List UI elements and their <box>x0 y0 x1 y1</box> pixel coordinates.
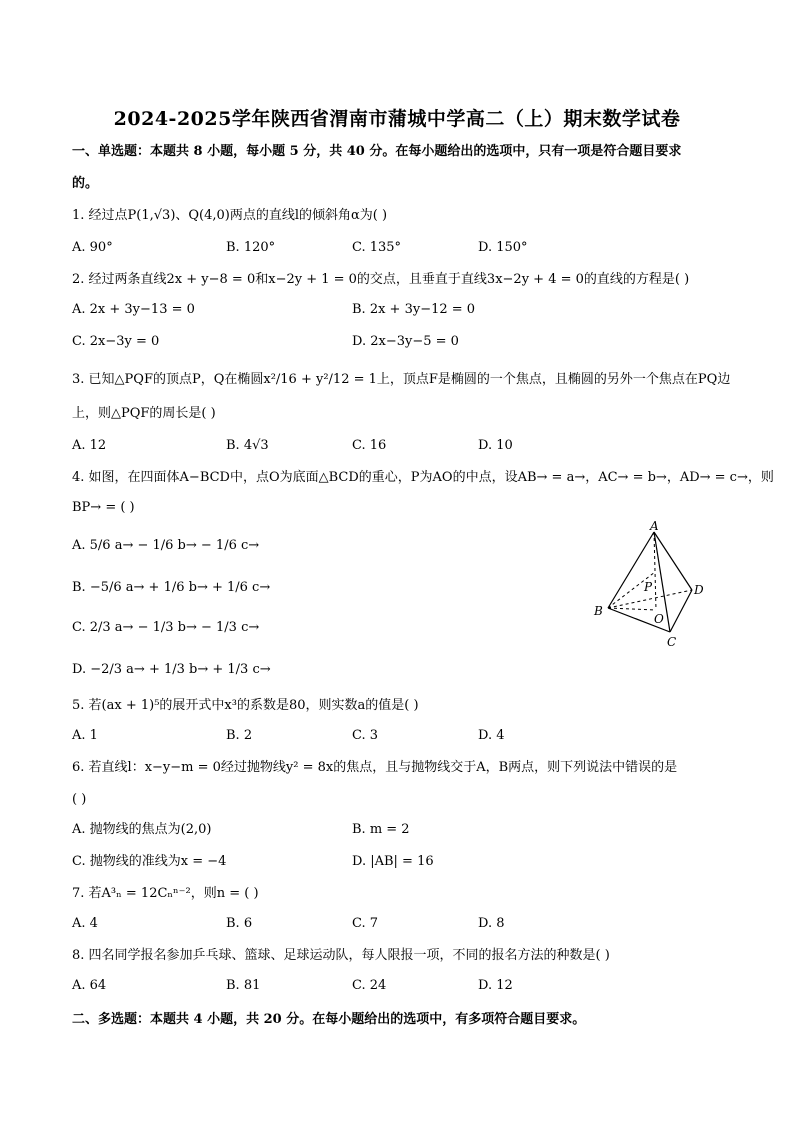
q5-stem: 5. 若(ax + 1)⁵的展开式中x³的系数是80，则实数a的值是( ) <box>72 698 419 713</box>
q4-stem-cont: BP→ = ( ) <box>72 500 135 515</box>
q3-stem-cont: 上，则△PQF的周长是( ) <box>72 406 216 421</box>
q1-option-c: C. 135° <box>352 240 402 255</box>
q6-option-b: B. m = 2 <box>352 822 410 837</box>
page-title: 2024-2025学年陕西省渭南市蒲城中学高二（上）期末数学试卷 <box>113 108 681 130</box>
q3-option-d: D. 10 <box>478 438 513 453</box>
q7-option-a: A. 4 <box>72 916 98 931</box>
q2-option-c: C. 2x−3y = 0 <box>72 334 160 349</box>
q8-option-b: B. 81 <box>226 978 261 993</box>
q4-option-a: A. 5/6 a→ − 1/6 b→ − 1/6 c→ <box>72 538 260 553</box>
q7-option-c: C. 7 <box>352 916 379 931</box>
q2-option-d: D. 2x−3y−5 = 0 <box>352 334 459 349</box>
q1-option-d: D. 150° <box>478 240 528 255</box>
edge-ad <box>654 532 692 590</box>
q2-stem: 2. 经过两条直线2x + y−8 = 0和x−2y + 1 = 0的交点，且垂直于直线3x−2y + 4 = 0的直线的方程是( ) <box>72 272 690 287</box>
q4-stem: 4. 如图，在四面体A−BCD中，点O为底面△BCD的重心，P为AO的中点，设AB→ = a→，AC→ = b→，AD→ = c→，则 <box>72 470 774 485</box>
q6-option-a: A. 抛物线的焦点为(2,0) <box>72 822 212 837</box>
q8-option-d: D. 12 <box>478 978 513 993</box>
label-a: A <box>650 520 659 533</box>
q6-stem-cont: ( ) <box>72 792 87 807</box>
q5-option-b: B. 2 <box>226 728 253 743</box>
section1-heading: 一、单选题：本题共 8 小题，每小题 5 分，共 40 分。在每小题给出的选项中，只有一项是符合题目要求 <box>72 144 682 159</box>
q8-option-c: C. 24 <box>352 978 387 993</box>
edge-ab <box>608 532 654 608</box>
q7-option-b: B. 6 <box>226 916 253 931</box>
label-c: C <box>667 635 677 649</box>
q3-option-b: B. 4√3 <box>226 438 269 453</box>
q3-option-a: A. 12 <box>72 438 107 453</box>
label-o: O <box>654 612 664 626</box>
q6-option-c: C. 抛物线的准线为x = −4 <box>72 854 227 869</box>
q4-option-c: C. 2/3 a→ − 1/3 b→ − 1/3 c→ <box>72 620 260 635</box>
label-p: P <box>644 580 653 594</box>
q4-option-b: B. −5/6 a→ + 1/6 b→ + 1/6 c→ <box>72 580 271 595</box>
q5-option-c: C. 3 <box>352 728 379 743</box>
q1-stem: 1. 经过点P(1,√3)、Q(4,0)两点的直线l的倾斜角α为( ) <box>72 208 388 223</box>
section2-heading: 二、多选题：本题共 4 小题，共 20 分。在每小题给出的选项中，有多项符合题目要求。 <box>72 1012 586 1027</box>
q1-option-a: A. 90° <box>72 240 113 255</box>
segment-bo <box>608 608 656 610</box>
edge-cd <box>670 590 692 632</box>
q7-stem: 7. 若A³ₙ = 12Cₙⁿ⁻²，则n = ( ) <box>72 886 259 901</box>
q4-option-d: D. −2/3 a→ + 1/3 b→ + 1/3 c→ <box>72 662 271 677</box>
tetrahedron-figure <box>590 520 710 650</box>
section1-heading-cont: 的。 <box>72 176 99 191</box>
q1-option-b: B. 120° <box>226 240 276 255</box>
q2-option-b: B. 2x + 3y−12 = 0 <box>352 302 476 317</box>
q6-stem: 6. 若直线l：x−y−m = 0经过抛物线y² = 8x的焦点，且与抛物线交于A，B两点，则下列说法中错误的是 <box>72 760 678 775</box>
q8-option-a: A. 64 <box>72 978 107 993</box>
label-d: D <box>694 583 704 597</box>
q3-stem: 3. 已知△PQF的顶点P，Q在椭圆x²/16 + y²/12 = 1上，顶点F是椭圆的一个焦点，且椭圆的另外一个焦点在PQ边 <box>72 372 731 387</box>
q7-option-d: D. 8 <box>478 916 505 931</box>
q5-option-d: D. 4 <box>478 728 505 743</box>
label-b: B <box>594 604 603 618</box>
q8-stem: 8. 四名同学报名参加乒乓球、篮球、足球运动队，每人限报一项，不同的报名方法的种数是( ) <box>72 948 610 963</box>
q5-option-a: A. 1 <box>72 728 98 743</box>
q3-option-c: C. 16 <box>352 438 387 453</box>
q6-option-d: D. |AB| = 16 <box>352 854 434 869</box>
q2-option-a: A. 2x + 3y−13 = 0 <box>72 302 195 317</box>
